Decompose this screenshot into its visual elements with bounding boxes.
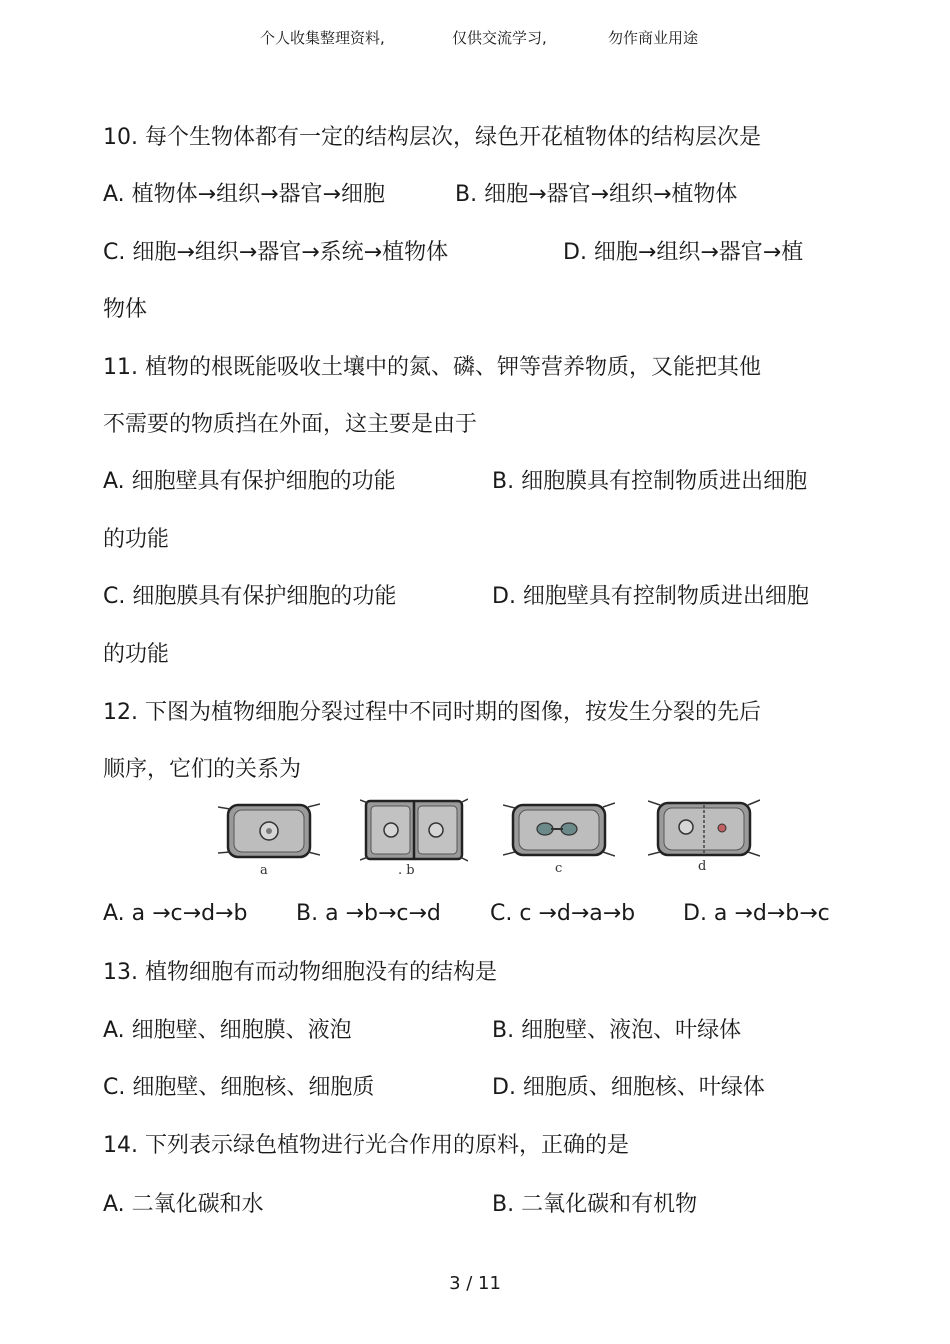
q11-option-a: A. 细胞壁具有保护细胞的功能 [103, 469, 396, 494]
q11-option-b: B. 细胞膜具有控制物质进出细胞 [492, 469, 808, 494]
figure-label-a: a [260, 863, 268, 878]
page-number: 3 / 11 [449, 1273, 501, 1294]
question-12-stem: 12. 下图为植物细胞分裂过程中不同时期的图像，按发生分裂的先后 [103, 700, 761, 725]
page-header [0, 27, 950, 49]
q12-option-c: C. c →d→a→b [490, 901, 636, 926]
question-11-stem-continued: 不需要的物质挡在外面，这主要是由于 [103, 412, 478, 437]
figure-label-c: c [555, 861, 563, 876]
q13-option-c: C. 细胞壁、细胞核、细胞质 [103, 1075, 375, 1100]
question-10-stem: 10. 每个生物体都有一定的结构层次，绿色开花植物体的结构层次是 [103, 125, 761, 150]
header-text-3: 勿作商业用途 [608, 29, 699, 47]
question-14-stem: 14. 下列表示绿色植物进行光合作用的原料，正确的是 [103, 1133, 629, 1158]
q14-option-b: B. 二氧化碳和有机物 [492, 1192, 698, 1217]
q10-option-d-continued: 物体 [103, 297, 148, 322]
header-text-1: 个人收集整理资料, [260, 29, 385, 47]
figure-label-d: d [698, 859, 707, 874]
q10-option-d: D. 细胞→组织→器官→植 [563, 240, 804, 265]
cell-diagram-b [360, 797, 468, 865]
cell-division-figure [210, 797, 770, 882]
header-text-2: 仅供交流学习, [452, 29, 547, 47]
cell-diagram-c [503, 797, 615, 861]
question-12-stem-continued: 顺序，它们的关系为 [103, 757, 302, 782]
cell-diagram-d [648, 797, 760, 861]
q11-option-d-continued: 的功能 [103, 642, 170, 667]
question-11-stem: 11. 植物的根既能吸收土壤中的氮、磷、钾等营养物质，又能把其他 [103, 355, 761, 380]
q10-option-a: A. 植物体→组织→器官→细胞 [103, 182, 385, 207]
q13-option-a: A. 细胞壁、细胞膜、液泡 [103, 1018, 352, 1043]
q10-option-c: C. 细胞→组织→器官→系统→植物体 [103, 240, 449, 265]
q13-option-d: D. 细胞质、细胞核、叶绿体 [492, 1075, 765, 1100]
cell-diagram-a [218, 797, 320, 861]
q10-option-b: B. 细胞→器官→组织→植物体 [455, 182, 738, 207]
q12-option-d: D. a →d→b→c [683, 901, 830, 926]
q12-option-a: A. a →c→d→b [103, 901, 248, 926]
q11-option-b-continued: 的功能 [103, 527, 170, 552]
question-13-stem: 13. 植物细胞有而动物细胞没有的结构是 [103, 960, 497, 985]
q11-option-d: D. 细胞壁具有控制物质进出细胞 [492, 584, 809, 609]
q13-option-b: B. 细胞壁、液泡、叶绿体 [492, 1018, 742, 1043]
q14-option-a: A. 二氧化碳和水 [103, 1192, 264, 1217]
figure-label-b: . b [398, 863, 415, 878]
q12-option-b: B. a →b→c→d [296, 901, 441, 926]
q11-option-c: C. 细胞膜具有保护细胞的功能 [103, 584, 397, 609]
